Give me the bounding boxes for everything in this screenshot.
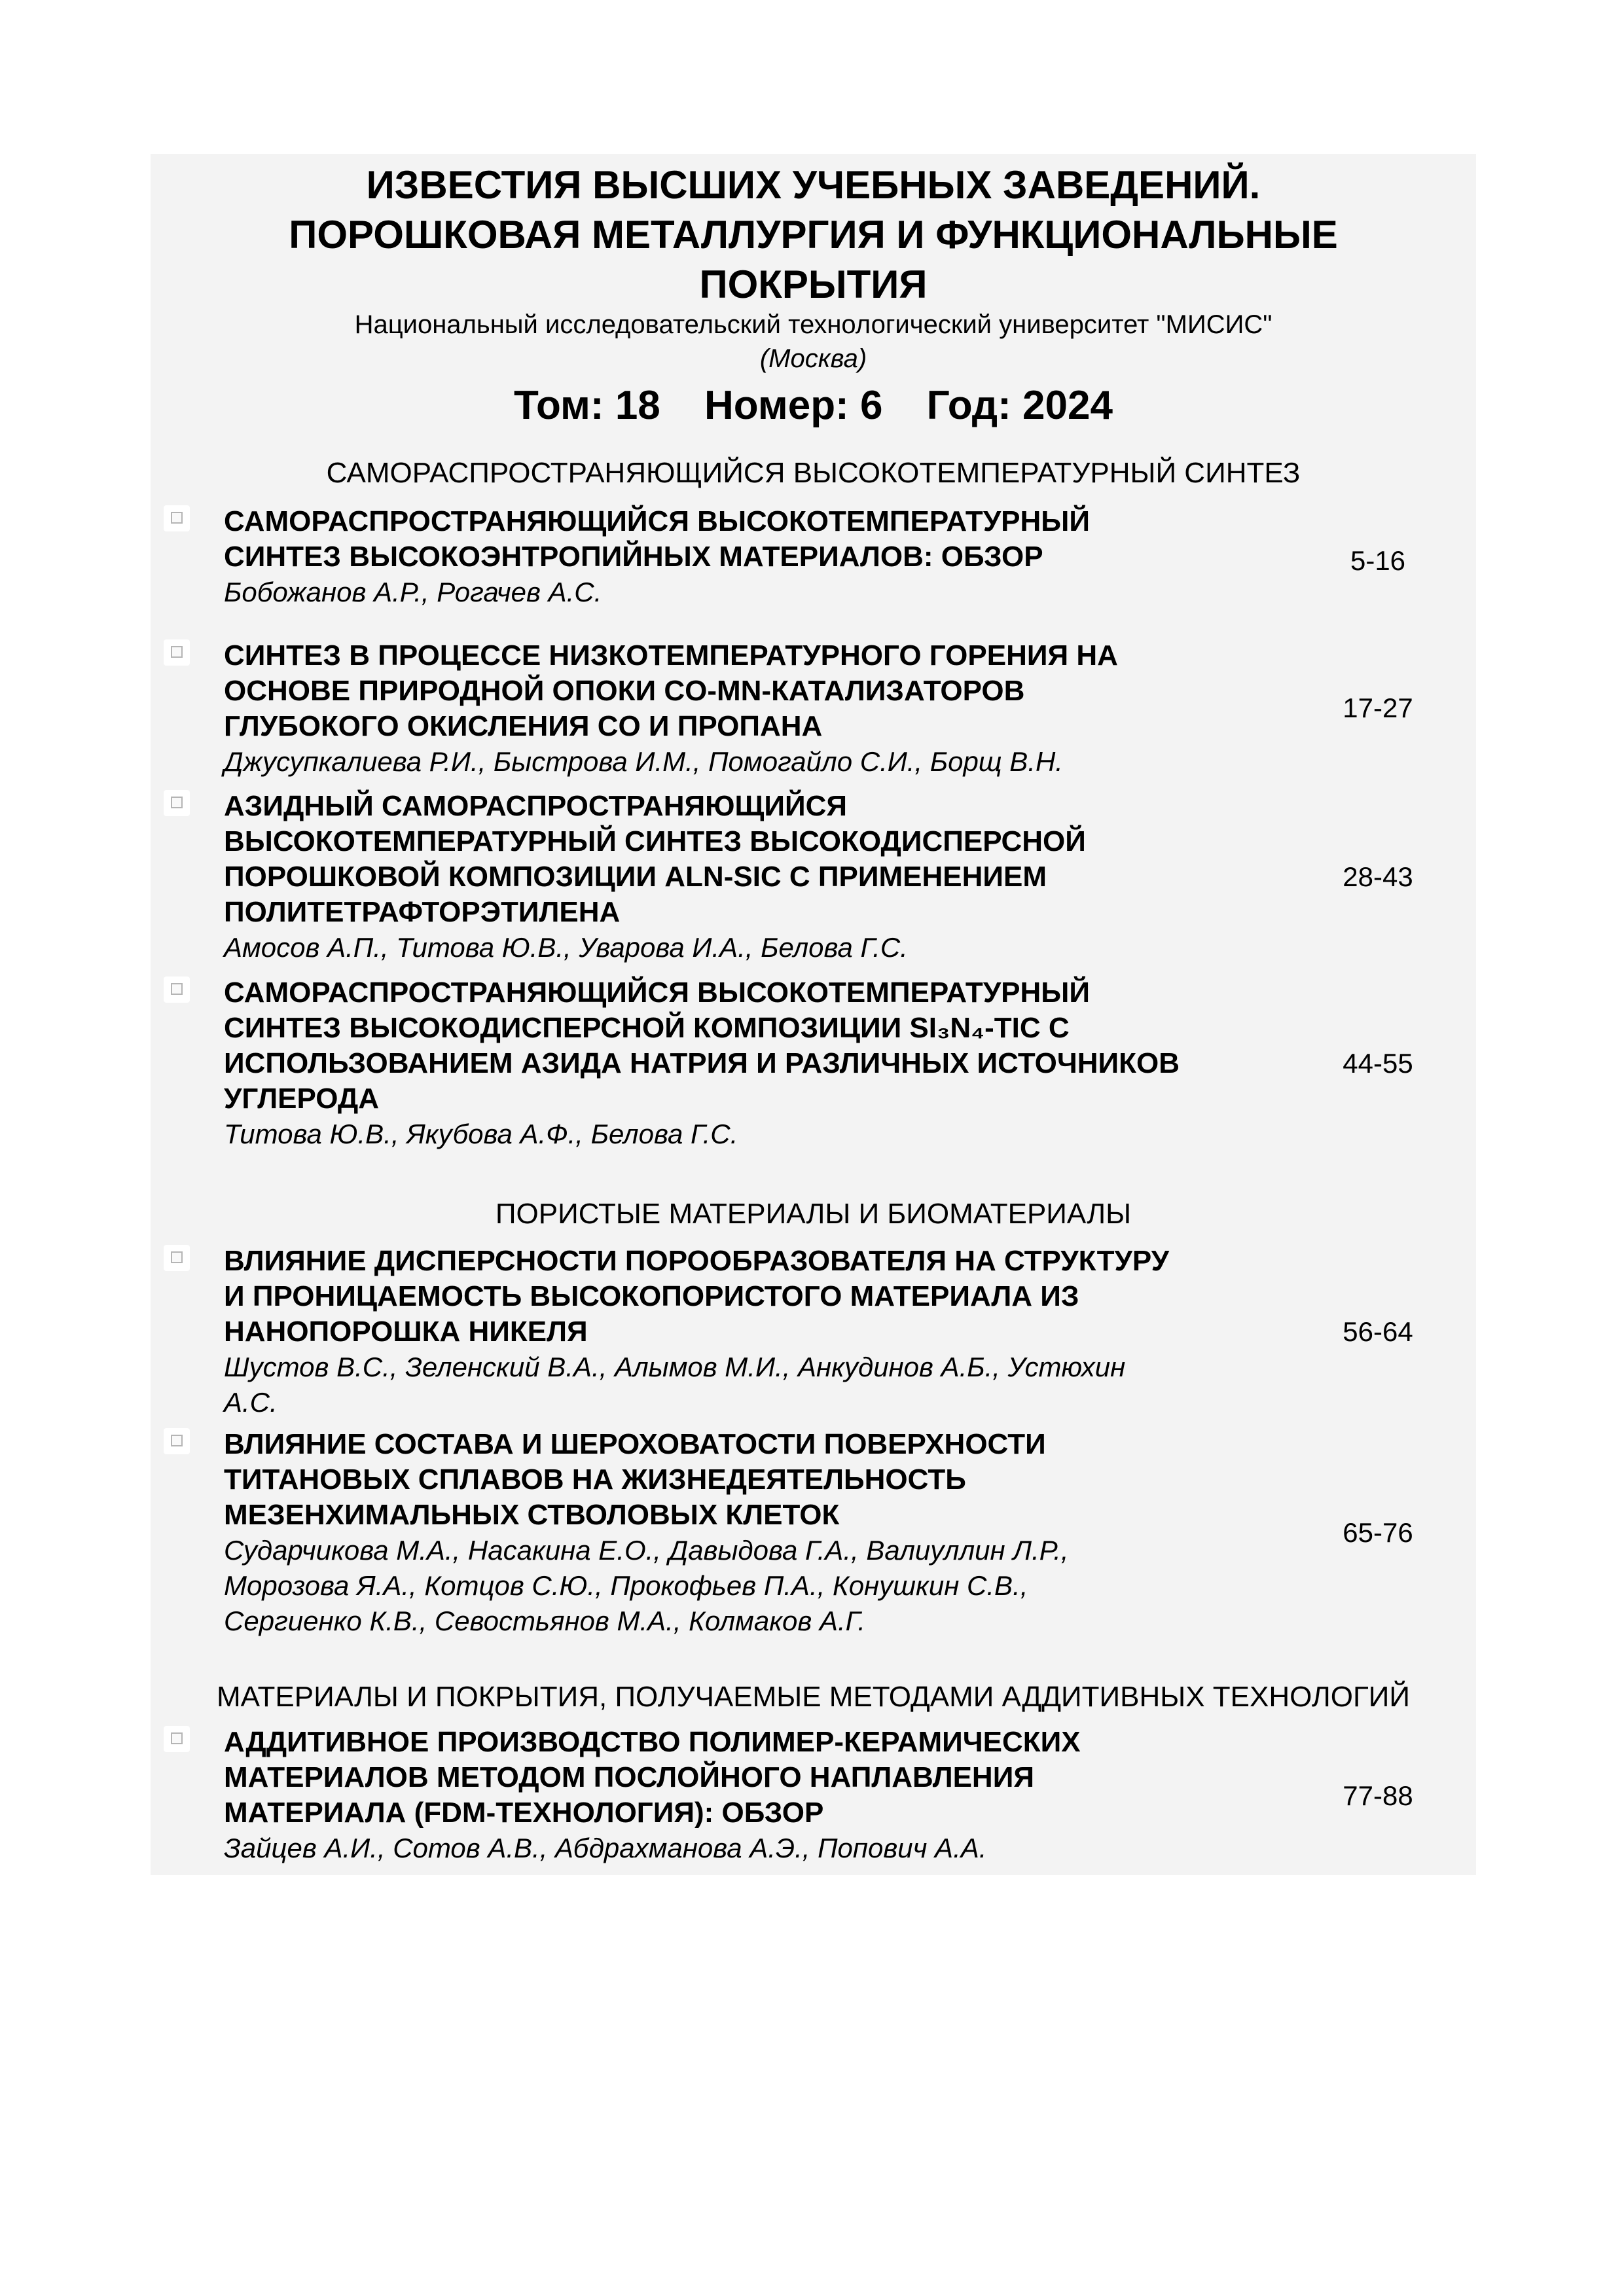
article-pages: 5-16: [1350, 545, 1406, 576]
publisher-name: Национальный исследовательский технологический университет "МИСИС": [354, 310, 1272, 339]
article-checkbox[interactable]: [164, 1245, 190, 1271]
article-pages: 56-64: [1343, 1316, 1413, 1347]
year-value: 2024: [1022, 383, 1113, 428]
article-checkbox[interactable]: [164, 790, 190, 816]
article-authors: Сударчикова М.А., Насакина Е.О., Давыдова Г.А., Валиуллин Л.Р., Морозова Я.А., Котцов С.Ю., Прокофьев П.А., Конушкин С.В., Сергиенко К.В., Севостьянов М.А., Колмаков А.Г.: [224, 1535, 1069, 1636]
article-authors: Зайцев А.И., Сотов А.В., Абдрахманова А.Э., Попович А.А.: [224, 1833, 987, 1863]
article-title[interactable]: ВЛИЯНИЕ СОСТАВА И ШЕРОХОВАТОСТИ ПОВЕРХНОСТИ ТИТАНОВЫХ СПЛАВОВ НА ЖИЗНЕДЕЯТЕЛЬНОСТЬ МЕЗЕНХИМАЛЬНЫХ СТВОЛОВЫХ КЛЕТОК: [224, 1428, 1046, 1531]
article-pages: 77-88: [1343, 1780, 1413, 1811]
publisher-city: (Москва): [759, 344, 867, 373]
section-heading: МАТЕРИАЛЫ И ПОКРЫТИЯ, ПОЛУЧАЕМЫЕ МЕТОДАМИ АДДИТИВНЫХ ТЕХНОЛОГИЙ: [216, 1681, 1411, 1713]
article-checkbox[interactable]: [164, 1726, 190, 1752]
number-value: 6: [859, 383, 883, 428]
article-checkbox[interactable]: [164, 1428, 190, 1454]
article-pages: 44-55: [1343, 1048, 1413, 1079]
article-authors: Титова Ю.В., Якубова А.Ф., Белова Г.С.: [224, 1119, 738, 1149]
journal-title-line: ИЗВЕСТИЯ ВЫСШИХ УЧЕБНЫХ ЗАВЕДЕНИЙ.: [366, 163, 1261, 207]
article-title[interactable]: АДДИТИВНОЕ ПРОИЗВОДСТВО ПОЛИМЕР-КЕРАМИЧЕСКИХ МАТЕРИАЛОВ МЕТОДОМ ПОСЛОЙНОГО НАПЛАВЛЕНИЯ МАТЕРИАЛА (FDM-ТЕХНОЛОГИЯ): ОБЗОР: [224, 1726, 1081, 1829]
article-pages: 65-76: [1343, 1517, 1413, 1548]
article-authors: Джусупкалиева Р.И., Быстрова И.М., Помогайло С.И., Борщ В.Н.: [224, 746, 1063, 777]
article-title[interactable]: САМОРАСПРОСТРАНЯЮЩИЙСЯ ВЫСОКОТЕМПЕРАТУРНЫЙ СИНТЕЗ ВЫСОКОДИСПЕРСНОЙ КОМПОЗИЦИИ SI₃N₄-TIC С ИСПОЛЬЗОВАНИЕМ АЗИДА НАТРИЯ И РАЗЛИЧНЫХ ИСТОЧНИКОВ УГЛЕРОДА: [224, 977, 1180, 1115]
journal-title-line: ПОКРЫТИЯ: [699, 262, 928, 306]
article-authors: Амосов А.П., Титова Ю.В., Уварова И.А., Белова Г.С.: [224, 932, 908, 963]
article-authors: Шустов В.С., Зеленский В.А., Алымов М.И., Анкудинов А.Б., Устюхин А.С.: [224, 1352, 1126, 1418]
article-pages: 28-43: [1343, 861, 1413, 892]
article-checkbox[interactable]: [164, 505, 190, 531]
article-title[interactable]: АЗИДНЫЙ САМОРАСПРОСТРАНЯЮЩИЙСЯ ВЫСОКОТЕМПЕРАТУРНЫЙ СИНТЕЗ ВЫСОКОДИСПЕРСНОЙ ПОРОШКОВОЙ КОМПОЗИЦИИ ALN-SIC С ПРИМЕНЕНИЕМ ПОЛИТЕТРАФТОРЭТИЛЕНА: [224, 790, 1086, 928]
article-title[interactable]: САМОРАСПРОСТРАНЯЮЩИЙСЯ ВЫСОКОТЕМПЕРАТУРНЫЙ СИНТЕЗ ВЫСОКОЭНТРОПИЙНЫХ МАТЕРИАЛОВ: ОБЗОР: [224, 505, 1091, 573]
number-label: Номер:: [704, 383, 849, 428]
issue-info: [151, 380, 1476, 432]
article-checkbox[interactable]: [164, 639, 190, 666]
section-heading: ПОРИСТЫЕ МАТЕРИАЛЫ И БИОМАТЕРИАЛЫ: [495, 1198, 1132, 1230]
article-pages: 17-27: [1343, 692, 1413, 723]
section-heading: САМОРАСПРОСТРАНЯЮЩИЙСЯ ВЫСОКОТЕМПЕРАТУРНЫЙ СИНТЕЗ: [326, 457, 1301, 489]
journal-title-line: ПОРОШКОВАЯ МЕТАЛЛУРГИЯ И ФУНКЦИОНАЛЬНЫЕ: [289, 213, 1338, 257]
volume-value: 18: [615, 383, 660, 428]
article-title[interactable]: ВЛИЯНИЕ ДИСПЕРСНОСТИ ПОРООБРАЗОВАТЕЛЯ НА СТРУКТУРУ И ПРОНИЦАЕМОСТЬ ВЫСОКОПОРИСТОГО МАТЕРИАЛА ИЗ НАНОПОРОШКА НИКЕЛЯ: [224, 1245, 1170, 1348]
year-label: Год:: [926, 383, 1011, 428]
journal-title: [151, 160, 1476, 310]
volume-label: Том:: [514, 383, 604, 428]
article-checkbox[interactable]: [164, 977, 190, 1003]
article-authors: Бобожанов А.Р., Рогачев А.С.: [224, 577, 602, 607]
article-title[interactable]: СИНТЕЗ В ПРОЦЕССЕ НИЗКОТЕМПЕРАТУРНОГО ГОРЕНИЯ НА ОСНОВЕ ПРИРОДНОЙ ОПОКИ CO-MN-КАТАЛИЗАТОРОВ ГЛУБОКОГО ОКИСЛЕНИЯ CO И ПРОПАНА: [224, 639, 1118, 742]
